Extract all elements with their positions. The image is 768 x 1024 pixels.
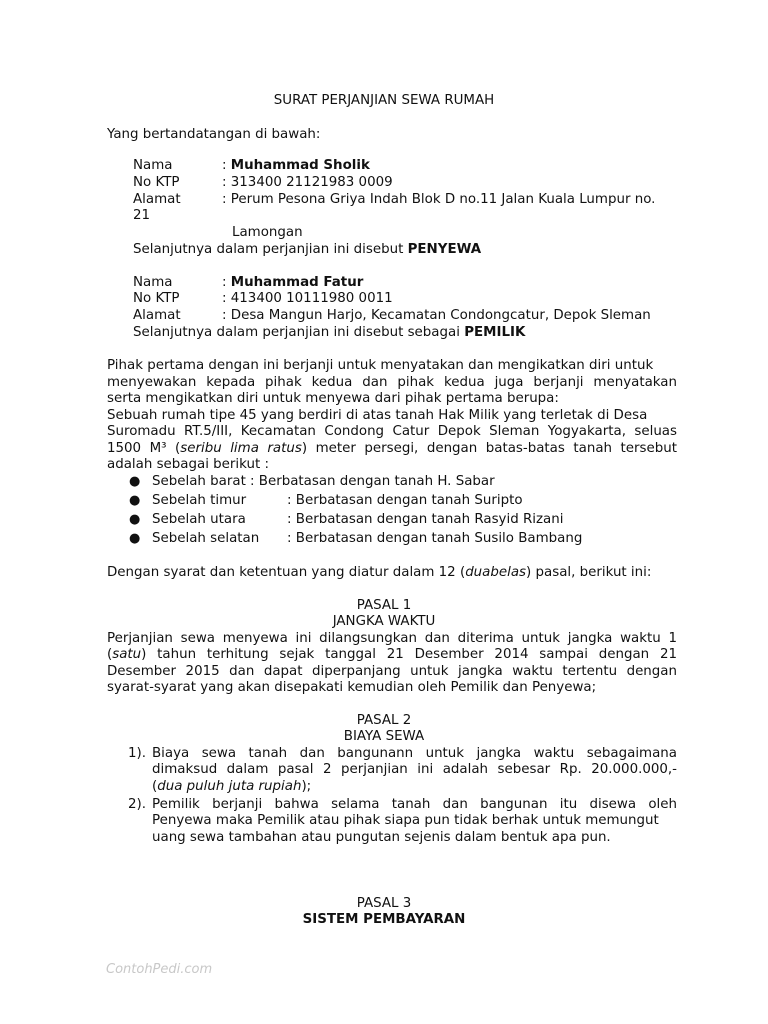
item-text: );: [301, 779, 312, 794]
pasal-subheading: SISTEM PEMBAYARAN: [302, 912, 466, 927]
pasal-text: ) tahun terhitung sejak tanggal 21 Desember 2014 sampai dengan 21: [141, 647, 677, 662]
party1-ktp-value: : 313400 21121983 0009: [222, 175, 393, 190]
paragraph-line: menyewakan kepada pihak kedua dan pihak kedua juga berjanji menyatakan: [107, 375, 677, 390]
party2-ktp-label: No KTP: [133, 291, 180, 306]
item-number: 2).: [128, 797, 147, 812]
party1-ktp-label: No KTP: [133, 175, 180, 190]
paragraph-line: [107, 441, 677, 458]
watermark-text: ContohPedi.com: [106, 962, 213, 977]
party1-nama-value: : Muhammad Sholik: [222, 158, 370, 173]
boundary-value: : Berbatasan dengan tanah H. Sabar: [250, 474, 495, 489]
party1-role-name: PENYEWA: [407, 242, 482, 257]
paragraph-line: Suromadu RT.5/III, Kecamatan Condong Catur Depok Sleman Yogyakarta, seluas: [107, 424, 677, 439]
paragraph-text: ) meter persegi, dengan batas-batas tanah tersebut: [301, 441, 677, 456]
pasal-line: Perjanjian sewa menyewa ini dilangsungkan dan diterima untuk jangka waktu 1: [107, 631, 677, 646]
party2-role-name: PEMILIK: [464, 325, 526, 340]
paragraph-line: Pihak pertama dengan ini berjanji untuk menyatakan dan mengikatkan diri untuk: [107, 358, 654, 373]
pasal-line: [107, 647, 677, 664]
boundary-value: : Berbatasan dengan tanah Susilo Bambang: [287, 531, 583, 546]
party1-nama-label: Nama: [133, 158, 173, 173]
boundary-value: : Berbatasan dengan tanah Rasyid Rizani: [287, 512, 564, 527]
item-line: dimaksud dalam pasal 2 perjanjian ini adalah sebesar Rp. 20.000.000,-: [152, 762, 677, 777]
item-line: [152, 779, 311, 796]
pasal-heading: PASAL 2: [356, 713, 412, 728]
pasal-heading: PASAL 3: [356, 896, 412, 911]
pasal-subheading: BIAYA SEWA: [343, 729, 425, 744]
pasal-line: syarat-syarat yang akan disepakati kemudian oleh Pemilik dan Penyewa;: [107, 680, 597, 695]
item-text: (: [152, 779, 158, 794]
party1-alamat-wrap: 21: [133, 208, 151, 223]
paragraph-text: 1500 M³ (: [107, 441, 181, 456]
party1-role-prefix: Selanjutnya dalam perjanjian ini disebut: [133, 242, 408, 257]
boundary-label: Sebelah timur: [152, 493, 247, 508]
paragraph-line: adalah sebagai berikut :: [107, 457, 269, 472]
item-number: 1).: [128, 746, 147, 761]
party2-nama-label: Nama: [133, 275, 173, 290]
party2-nama: Muhammad Fatur: [230, 275, 364, 290]
intro-text: Yang bertandatangan di bawah:: [107, 127, 321, 142]
paragraph-line: serta mengikatkan diri untuk menyewa dari pihak pertama berupa:: [107, 391, 559, 406]
party1-alamat-label: Alamat: [133, 192, 181, 207]
paragraph-line: Sebuah rumah tipe 45 yang berdiri di atas tanah Hak Milik yang terletak di Desa: [107, 408, 648, 423]
item-line: uang sewa tambahan atau pungutan sejenis dalam bentuk apa pun.: [152, 830, 611, 845]
boundary-label: Sebelah utara: [152, 512, 246, 527]
pasal-subheading: JANGKA WAKTU: [332, 614, 436, 629]
party2-alamat-value: : Desa Mangun Harjo, Kecamatan Condongcatur, Depok Sleman: [222, 308, 651, 323]
party2-role: [133, 325, 525, 342]
party2-alamat-label: Alamat: [133, 308, 181, 323]
party2-role-prefix: Selanjutnya dalam perjanjian ini disebut sebagai: [133, 325, 465, 340]
item-italic: dua puluh juta rupiah: [157, 779, 302, 794]
boundary-label: Sebelah selatan: [152, 531, 260, 546]
bullet-icon: ●: [129, 474, 141, 489]
pasal-italic: satu: [112, 647, 142, 662]
pasal-text: (: [107, 647, 113, 662]
pasal-line: Desember 2015 dan dapat diperpanjang untuk jangka waktu tertentu dengan: [107, 664, 677, 679]
party1-nama: Muhammad Sholik: [230, 158, 370, 173]
party2-ktp-value: : 413400 10111980 0011: [222, 291, 393, 306]
conditions-part: ) pasal, berikut ini:: [526, 565, 652, 580]
bullet-icon: ●: [129, 512, 141, 527]
bullet-icon: ●: [129, 493, 141, 508]
item-line: Pemilik berjanji bahwa selama tanah dan bangunan itu disewa oleh: [152, 797, 677, 812]
conditions-part: Dengan syarat dan ketentuan yang diatur dalam 12 (: [107, 565, 466, 580]
conditions-italic: duabelas: [465, 565, 527, 580]
document-title: SURAT PERJANJIAN SEWA RUMAH: [273, 93, 495, 108]
item-line: Penyewa maka Pemilik atau pihak siapa pun tidak berhak untuk memungut: [152, 813, 659, 828]
party2-nama-value: : Muhammad Fatur: [222, 275, 364, 290]
item-line: Biaya sewa tanah dan bangunann untuk jangka waktu sebagaimana: [152, 746, 677, 761]
party1-alamat-value: : Perum Pesona Griya Indah Blok D no.11 Jalan Kuala Lumpur no.: [222, 192, 656, 207]
boundary-value: : Berbatasan dengan tanah Suripto: [287, 493, 523, 508]
pasal-heading: PASAL 1: [356, 598, 412, 613]
boundary-label: Sebelah barat: [152, 474, 246, 489]
bullet-icon: ●: [129, 531, 141, 546]
party1-alamat-line2: Lamongan: [232, 225, 303, 240]
paragraph-italic: seribu lima ratus: [180, 441, 302, 456]
party1-role: [133, 242, 481, 259]
conditions-text: [107, 565, 651, 582]
